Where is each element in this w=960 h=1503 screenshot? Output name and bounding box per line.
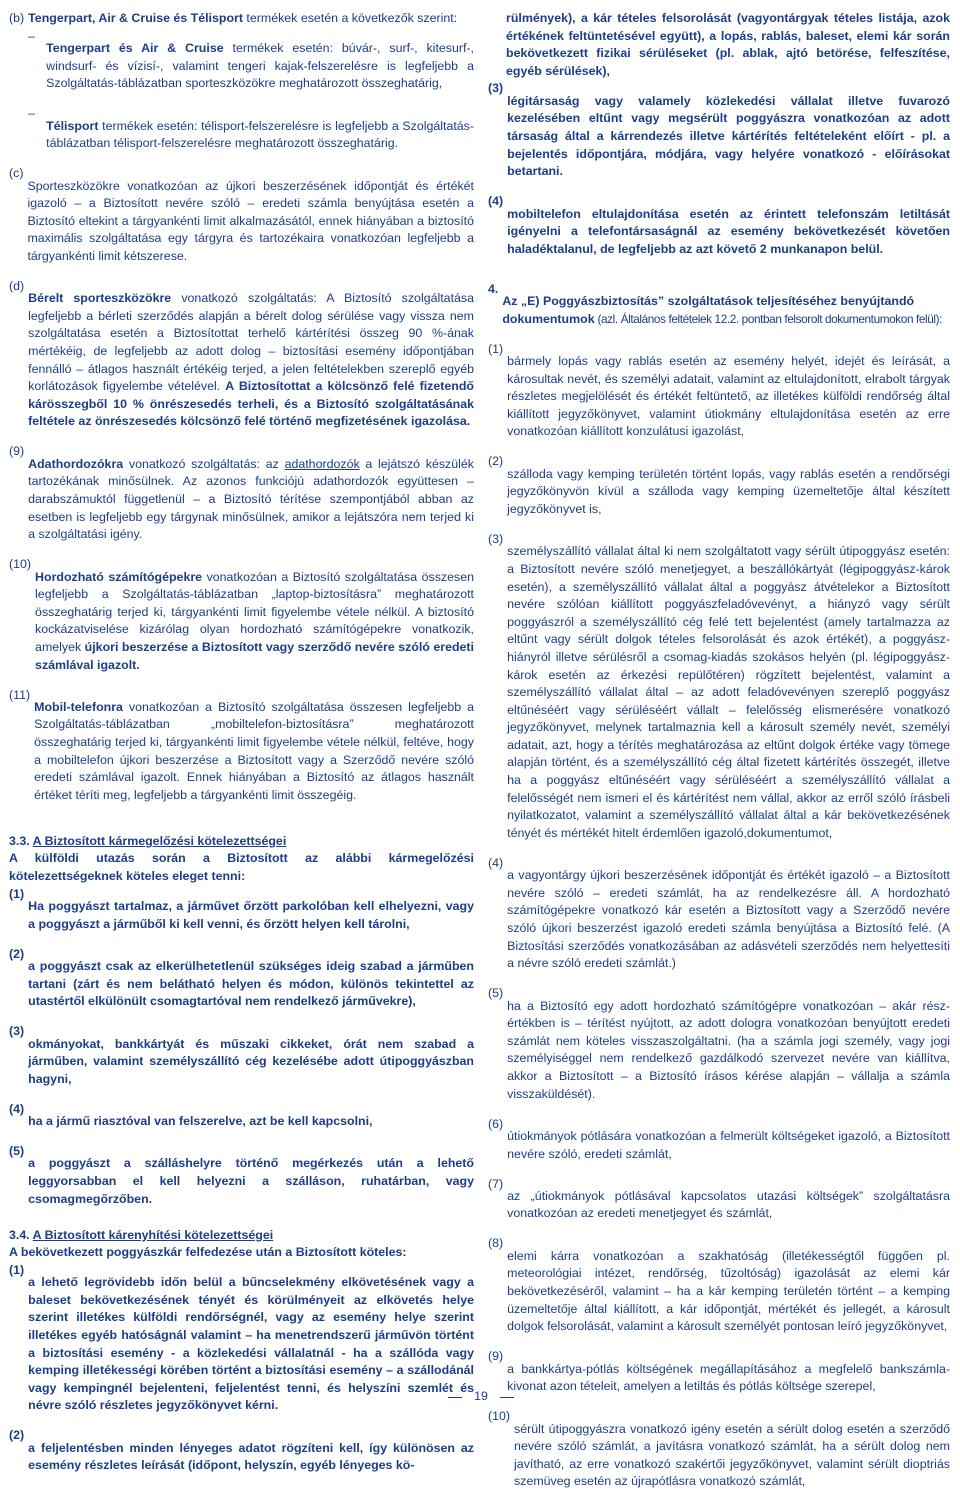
item-11: (11) Mobil-telefonra vonatkozóan a Biztosító szolgáltatása összesen legfeljebb a Szolgáltatás-táblázatban „mobiltelefon-biztosításra” meghatározott összeghatárig terjed ki, tárgyankénti limit figyelembe vétele nélkül, feltéve, hogy a mobiltelefon újkori beszerzése a Biztosított vagy a Szerződő nevére szóló eredeti számlával igazolt. Ennek hiányában a Biztosító az átlagos használt értéket téríti meg, legfeljebb a tárgyankénti limit összegéig. (9, 687, 474, 802)
item-text: a lehető legrövidebb időn belül a bűncselekmény elkövetésének vagy a baleset bekövetkezésének tényét és körülményeit az elkövetés helye szerint illetékes külföldi rendőrségnél, vagy az esemény helye szerint illetékes egyéb hatóságnál valamint – ha menetrendszerű járművön történt a biztosítási esemény - a közlekedési vállalatnál - ha a szállóda vagy kemping illetékességi körében történt a biztosítási esemény – a szállodánál vagy kempingnél bejelenteni, feljelentést tenni, és helyszíni szemlét és névre szóló részletes jegyzőkönyvet kérni. (28, 1275, 474, 1413)
kárenyhítés-item (488, 80, 950, 193)
page-number: 19 (456, 1388, 506, 1406)
item-text: okmányokat, bankkártyát és műszaki cikkeket, órát nem szabad a járműben, valamint személyszállító cég kezelésébe adott útipoggyászban hagyni, (28, 1036, 474, 1086)
item-label: (2) (488, 454, 504, 469)
kármegelőzés-item (9, 886, 474, 946)
item-b-text: termékek esetén a következők szerint: (242, 11, 458, 25)
item-text: elemi kárra vonatkozóan a szakhatóság (illetékességtől függően pl. meteorológiai intézet, rendőrség, tűzoltóság) igazolását az elemi kár bekövetkezéséről, valamint – ha a kár kemping területén történt – a kemping üzemeltetője által kiállított, a kár időpontját, mértékét és jellegét, a károsult dolgok felsorolását, valamint a károsult személyét pontosan leíró jegyzőkönyvet, (507, 1248, 950, 1334)
item-text: ha a jármű riasztóval van felszerelve, azt be kell kapcsolni, (28, 1114, 373, 1129)
item-text: a poggyászt a szálláshelyre történő megérkezés után a lehető leggyorsabban el kell helyezni a szálláson, ruhatárban, vagy csomagmegőrzőben. (28, 1156, 474, 1206)
dokumentum-item (488, 1176, 950, 1236)
dokumentum-item (488, 1348, 950, 1408)
left-column (9, 10, 474, 1487)
item-label: (1) (9, 1262, 25, 1277)
item-label: (7) (488, 1176, 504, 1191)
dokumentum-item (488, 453, 950, 531)
item-b-bold: Tengerpart, Air & Cruise és Télisport (28, 11, 243, 25)
item-text: az „útiokmányok pótlásával kapcsolatos utazási költségek” szolgáltatásra vonatkozóan az eredeti menetjegyet és számlát, (507, 1188, 950, 1221)
item-text: ha a Biztosító egy adott hordozható számítógépre vonatkozóan – akár rész-értékben is – térítést nyújtott, az adott dologra vonatkozóan benyújtott eredeti számlát nem köteles visszaszolgáltatni. (ha a számla jogi személy, vagy jogi személyiséggel nem rendelkező gazdálkodó szervezet nevére van kiállítva, akkor a Biztosított – a Biztosító írásos kérése alapján – vállalja a számla visszaküldését). (507, 998, 950, 1101)
item-label: (4) (488, 194, 504, 209)
item-label: (4) (488, 855, 504, 870)
kármegelőzés-item (9, 1101, 474, 1143)
kárenyhítés-continued-list (488, 80, 950, 270)
item-text: szálloda vagy kemping területén történt lopás, vagy rablás esetén a rendőrségi jegyzőkönyvön kívül a szálloda vagy kemping üzemeltetője által készített jegyzőkönyvet is, (507, 466, 950, 516)
dash-item-tengerpart: – Tengerpart és Air & Cruise termékek esetén: búvár-, surf-, kitesurf-, windsurf- és vízisí-, valamint tengeri kajak-felszerelésre is legfeljebb a Szolgáltatás-táblázatban sporteszközökre meghatározott összeghatárig, (28, 28, 474, 91)
item-text: mobiltelefon eltulajdonítása esetén az érintett telefonszám letiltását igényelni a telefontársaságnál az esemény bekövetkezését követően haladéktalanul, de legfeljebb az azt követő 2 munkanapon belül. (507, 206, 950, 256)
kármegelőzés-item (9, 946, 474, 1024)
dokumentum-item (488, 531, 950, 855)
item-text: a vagyontárgy újkori beszerzésének időpontját és értékét igazoló – a Biztosított nevére szóló – eredeti számlát, ha az rendelkezésre áll. A hordozható számítógépekre vonatkozó kár esetén a Biztosított vagy a Szerződő nevére szóló újkori beszerzést igazoló eredeti számla benyújtása a Biztosító felé. (A Biztosítási szerződés vonatkozásában az adásvételi szerződés nem helyettesíti a névre szóló eredeti számlát.) (507, 868, 950, 971)
item-text: útiokmányok pótlására vonatkozóan a felmerült költségeket igazoló, a Biztosított nevére szóló, eredeti számlát, (507, 1128, 950, 1161)
item-text: a feljelentésben minden lényeges adatot rögzíteni kell, így különösen az esemény részletes leírását (időpont, helyszín, egyéb lényeges kö- (28, 1440, 474, 1473)
kárenyhítés-item (9, 1427, 474, 1487)
item-label: (1) (9, 886, 25, 901)
dash-item-telisport: – Télisport termékek esetén: télisport-felszerelésre is legfeljebb a Szolgáltatás-táblázatban télisport-felszerelésre meghatározott összeghatárig. (28, 106, 474, 151)
dokumentum-item (488, 341, 950, 454)
dokumentum-item (488, 855, 950, 985)
item-c-text: Sporteszközökre vonatkozóan az újkori beszerzésének időpontját és értékét igazoló – a Biztosított nevére szóló – eredeti számla benyújtása esetén a Biztosító eltekint a tárgyankénti limit alkalmazásától, ennek hiányában a biztosító maximális szolgáltatása egy tárgyra és tartozékaira vonatkozóan legfeljebb a tárgyankénti limit kétszerese. (27, 178, 474, 263)
item-label: (5) (488, 986, 504, 1001)
kármegelőzés-item (9, 1143, 474, 1221)
item-label: (9) (488, 1349, 504, 1364)
section-3-3-list (9, 886, 474, 1221)
item-label: (10) (488, 1409, 511, 1424)
section-3-4-heading: 3.4. A Biztosított kárenyhítési kötelezettségei (9, 1227, 274, 1242)
item-text: sérült útipoggyászra vonatkozó igény esetén a sérült dolog esetén a szerződő nevére szóló számlát, a javításra vonatkozó számlát, ha a sérült dolog nem javítható, az erre vonatkozó szakértői jegyzőkönyvet, valamint sérült dioptriás szemüveg esetén az újrapótlásra vonatkozó számlát, (514, 1421, 950, 1489)
continued-text: rülmények), a kár tételes felsorolását (vagyontárgyak tételes listája, azok értékének feltüntetésével együtt), a lopás, rablás, baleset, elemi kár során bekövetkezett fizikai sérüléseket (pl. ablak, ajtó betörése, felfeszítése, egyéb sérülések), (506, 11, 950, 78)
item-d: (d) Bérelt sporteszközökre vonatkozó szolgáltatás: A Biztosító szolgáltatása legfeljebb a bérleti szerződés alapján a bérelt dolog sérülése vagy vissza nem szolgáltatása esetén a Biztosítottat terhelő kártérítési összeg 90 %-ának mértékéig, de legfeljebb az adott dolog – biztosítási esemény időpontjában fennálló – átlagos használt értékéig terjed, a jelen feltételekben szereplő egyéb korlátozások figyelembe vételével. A Biztosítottat a kölcsönző felé fizetendő kárösszegből 10 % önrészesedés terheli, és a Biztosító szolgáltatásának feltétele az önrészesedés kölcsönző felé történő megfizetésének igazolása. (9, 278, 474, 429)
item-text: a poggyászt csak az elkerülhetetlenül szükséges ideig szabad a járműben tartani (zárt és nem belátható helyen és módon, különös tekintettel az utastértől elkülönült csomagtartóval nem rendelkező járművekre), (28, 958, 474, 1009)
kármegelőzés-item (9, 1023, 474, 1101)
item-label: (3) (488, 531, 504, 546)
item-c: (c) Sporteszközökre vonatkozóan az újkori beszerzésének időpontját és értékét igazoló – a Biztosított nevére szóló – eredeti számla benyújtása esetén a Biztosító eltekint a tárgyankénti limit alkalmazásától, ennek hiányában a biztosító maximális szolgáltatása egy tárgyra és tartozékaira vonatkozóan legfeljebb a tárgyankénti limit kétszerese. (9, 165, 474, 278)
item-label: (5) (9, 1144, 25, 1159)
item-label: (b) (9, 11, 25, 25)
section-3-4-intro: A bekövetkezett poggyászkár felfedezése után a Biztosított köteles: (9, 1245, 407, 1260)
section-3-4-list (9, 1262, 474, 1488)
item-text: Ha poggyászt tartalmaz, a járművet őrzött parkolóban kell elhelyezni, vagy a poggyászt a járműből ki kell venni, és őrzött helyen kell tárolni, (28, 899, 474, 931)
dokumentum-item (488, 1116, 950, 1176)
item-label: (6) (488, 1116, 504, 1131)
item-label: (3) (488, 81, 504, 96)
item-label: (2) (9, 946, 25, 961)
item-label: (3) (9, 1024, 25, 1039)
item-10: (10) Hordozható számítógépekre vonatkozóan a Biztosító szolgáltatása összesen legfeljebb a Szolgáltatás-táblázatban „laptop-biztosításra” meghatározott összeghatárig terjed ki, tárgyankénti limit figyelembe vétele nélkül. A biztosító kockázatviselése kizárólag olyan hordozható számítógépekre vonatkozik, amelyek újkori beszerzése a Biztosított vagy szerződő nevére szóló eredeti számlával igazolt. (9, 557, 474, 672)
right-column (488, 10, 950, 1503)
item-text: légitársaság vagy valamely közlekedési vállalat illetve fuvarozó kezelésében eltűnt vagy megsérült poggyászra vonatkozóan az adott társaság által a kárrendezés illetve kártérítés feltételeként előírt - pl. a bejelentés időpontjára, módjára, vagy helyére vonatkozó - előírásokat betartani. (507, 93, 950, 179)
dokumentum-item (488, 1235, 950, 1348)
item-9: (9) Adathordozókra vonatkozó szolgáltatás: az adathordozók a lejátszó készülék tartozékának minősülnek. Az azonos funkciójú adathordozók együttesen – darabszámuktól függetlenül – a Biztosító térítése szempontjából abban az esetben is legfeljebb egy tárgynak minősülnek, amikor a lejátszóra nem terjed ki a szolgáltatási igény. (9, 444, 474, 542)
section-4-list (488, 341, 950, 1503)
section-3-3-heading: 3.3. A Biztosított kármegelőzési kötelezettségei (9, 833, 287, 848)
kárenyhítés-item (9, 1262, 474, 1428)
item-text: a bankkártya-pótlás költségének megállapításához a megfelelő bankszámla-kivonat azon tételeit, amelyen a letiltás és pótlás költsége szerepel, (507, 1361, 950, 1394)
kárenyhítés-item (488, 193, 950, 271)
item-text: bármely lopás vagy rablás esetén az esemény helyét, idejét és leírását, a károsultak nevét, és személyi adatait, valamint az eltulajdonított, elrabolt tárgyak részletes megjelölését és értékét feltüntető, az illetékes külföldi rendőrség által kiállított jegyzőkönyvet, valamint útiokmány eltulajdonítása esetén az erre vonatkozóan kiállított konzulátusi igazolást, (507, 354, 950, 439)
item-text: személyszállító vállalat által ki nem szolgáltatott vagy sérült útipoggyász esetén: a Biztosított nevére szóló menetjegyet, a beszállókártyát (légipoggyász-károk esetén), a személyszállító vállalat által a poggyász átvételekor a Biztosított nevére szólóan kiállított poggyászfeladóvevényt, a hiányzó vagy sérült poggyászról a személyszállító cég felé tett bejelentést (amely tartalmazza az eltűnt vagy sérült dolgok tételes felsorolását és azok értékét), a poggyász-hiányról illetve sérülésről a csomag-kiadás szokásos helyén (pl. légipoggyász-károk esetén az érkezési repülőtéren) rögzített bejelentést, valamint a személyszállító vállalat által – az adott feladóvevényen szereplő poggyász eltűnéséért vagy sérüléséért vállalt – felelősség elismerésére vonatkozó jegyzőkönyvet, melynek tartalmaznia kell a károsult személy nevét, személyi adatait, azt, hogy a térítés meghatározása az eltűnt dolgok értéke vagy tömege alapján történt, és a személyszállító cég által fizetett kártérítés összegét, illetve ha a poggyász eltűnéséért vagy sérüléséért a személyszállító vállalat a felelősségét nem ismeri el és kártérítést nem vállal, akkor az erről szóló írásbeli nyilatkozatot, valamint a személyszállító vállalat által a kár bekövetkezésének tényét és mértékét hitelt érdemlően igazoló,dokumentumot, (507, 544, 950, 840)
item-b (9, 10, 474, 165)
item-label: (2) (9, 1428, 25, 1443)
item-label: (4) (9, 1101, 25, 1116)
dokumentum-item (488, 1408, 950, 1503)
item-label: (8) (488, 1236, 504, 1251)
section-3-3-intro: A külföldi utazás során a Biztosított az alábbi kármegelőzési kötelezettségeknek köteles eleget tenni: (9, 851, 474, 884)
item-label: (1) (488, 341, 504, 356)
section-4-heading: 4. Az „E) Poggyászbiztosítás” szolgáltatások teljesítéséhez benyújtandó dokumentumok (azl. Általános feltételek 12.2. pontban felsorolt dokumentumokon felül): (488, 281, 943, 326)
dokumentum-item (488, 985, 950, 1115)
